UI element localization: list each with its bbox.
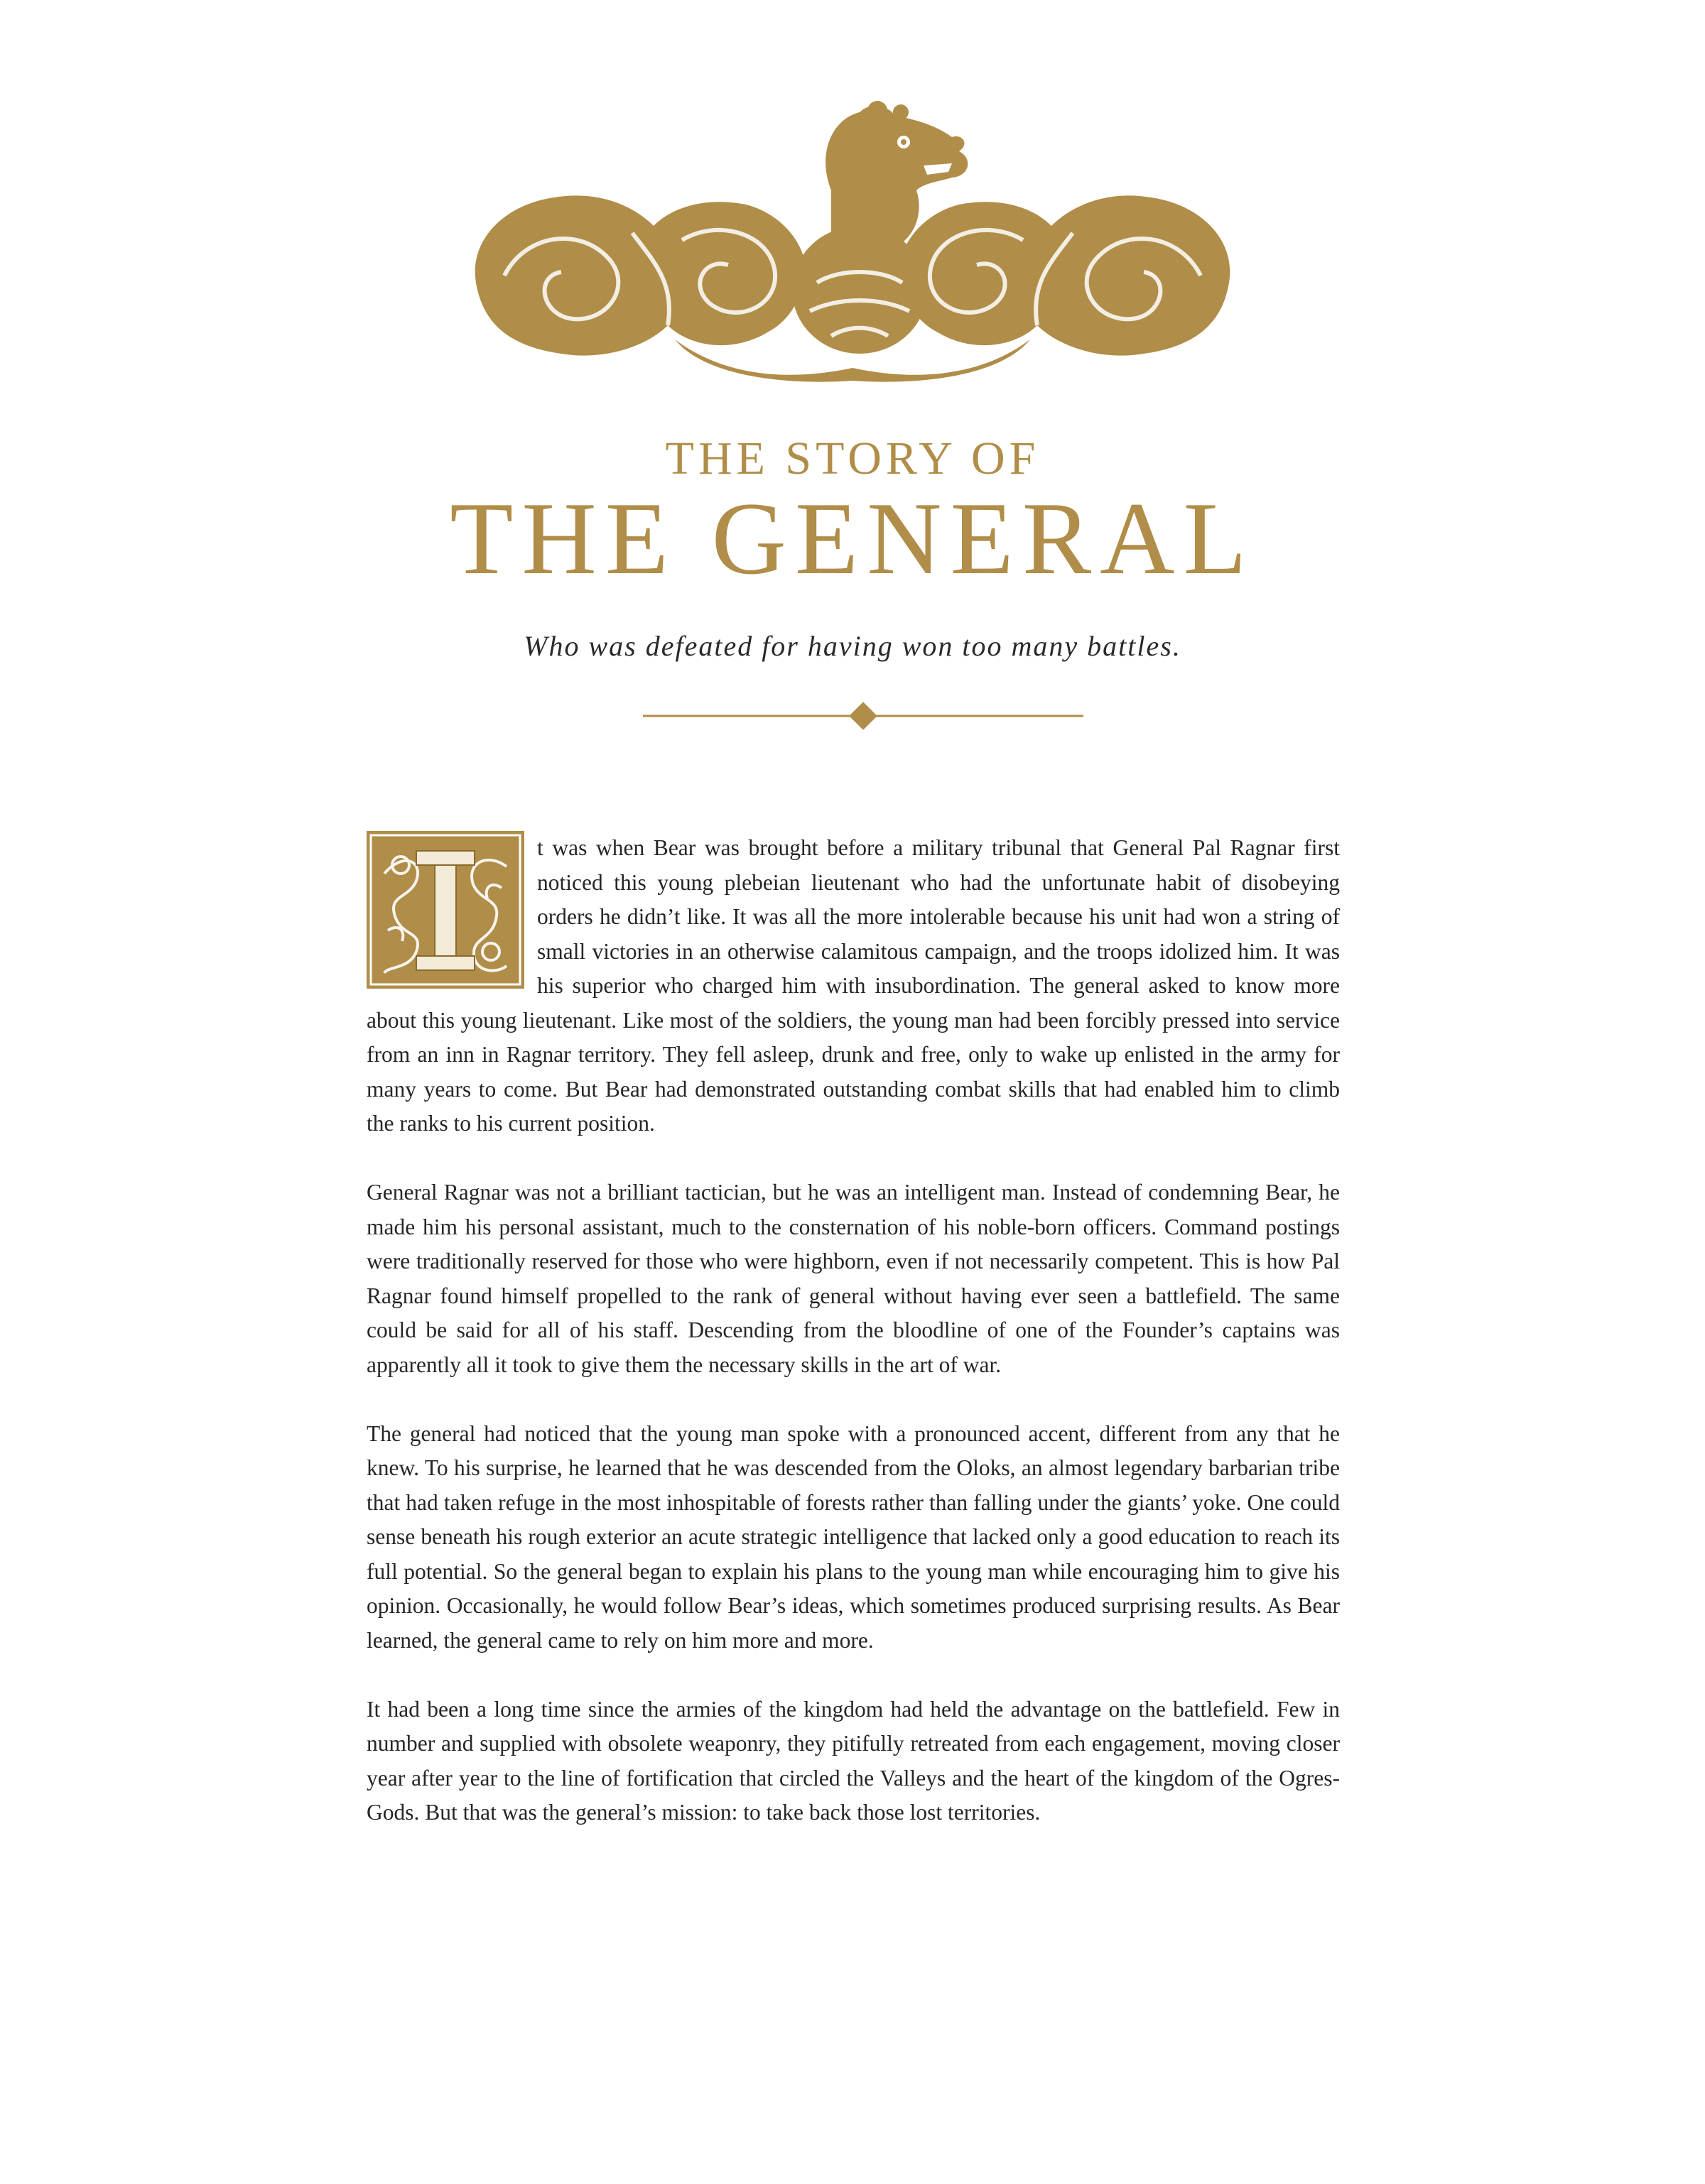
page-title: THE GENERAL	[450, 481, 1255, 596]
paragraph-1	[367, 831, 1340, 1141]
paragraph-3: The general had noticed that the young man spoke with a pronounced accent, different from any that he knew. To his surprise, he learned that he was descended from the Oloks, an almost legendary barbarian tribe that had taken refuge in the most inhospitable of forests rather than falling under the giants’ yoke. One could sense beneath his rough exterior an acute strategic intelligence that lacked only a good education to reach its full potential. So the general began to explain his plans to the young man while encouraging him to give his opinion. Occasionally, he would follow Bear’s ideas, which sometimes produced surprising results. As Bear learned, the general came to rely on him more and more.	[367, 1420, 1340, 1653]
dropcap-letter: I	[445, 916, 446, 917]
subtitle: Who was defeated for having won too many battles.	[524, 630, 1181, 662]
paragraph-1-text: t was when Bear was brought before a military tribunal that General Pal Ragnar first noticed this young plebeian lieutenant who had the unfortunate habit of disobeying orders he didn’t like. It was all the more intolerable because his unit had won a string of small victories in an otherwise calamitous campaign, and the troops idolized him. It was his superior who charged him with insubordination. The general asked to know more about this young lieutenant. Like most of the soldiers, the young man had been forcibly pressed into service from an inn in Ragnar territory. They fell asleep, drunk and free, only to wake up enlisted in the army for many years to come. But Bear had demonstrated outstanding combat skills that had enabled him to climb the ranks to his current position.	[367, 835, 1340, 1136]
story-body	[367, 831, 1340, 1864]
pre-title: THE STORY OF	[665, 433, 1040, 484]
illuminated-letter-I-icon	[367, 831, 524, 989]
bear-knotwork-ornament-icon	[462, 98, 1243, 382]
diamond-divider-icon	[643, 702, 1083, 730]
paragraph-2: General Ragnar was not a brilliant tactician, but he was an intelligent man. Instead of condemning Bear, he made him his personal assistant, much to the consternation of his noble-born officers. Command postings were traditionally reserved for those who were highborn, even if not necessarily competent. This is how Pal Ragnar found himself propelled to the rank of general without having ever seen a battlefield. The same could be said for all of his staff. Descending from the bloodline of one of the Founder’s captains was apparently all it took to give them the necessary skills in the art of war.	[367, 1180, 1340, 1377]
paragraph-4: It had been a long time since the armies of the kingdom had held the advantage on the battlefield. Few in number and supplied with obsolete weaponry, they pitifully retreated from each engagement, moving closer year after year to the line of fortification that circled the Valleys and the heart of the kingdom of the Ogres-Gods. But that was the general’s mission: to take back those lost territories.	[367, 1696, 1340, 1825]
